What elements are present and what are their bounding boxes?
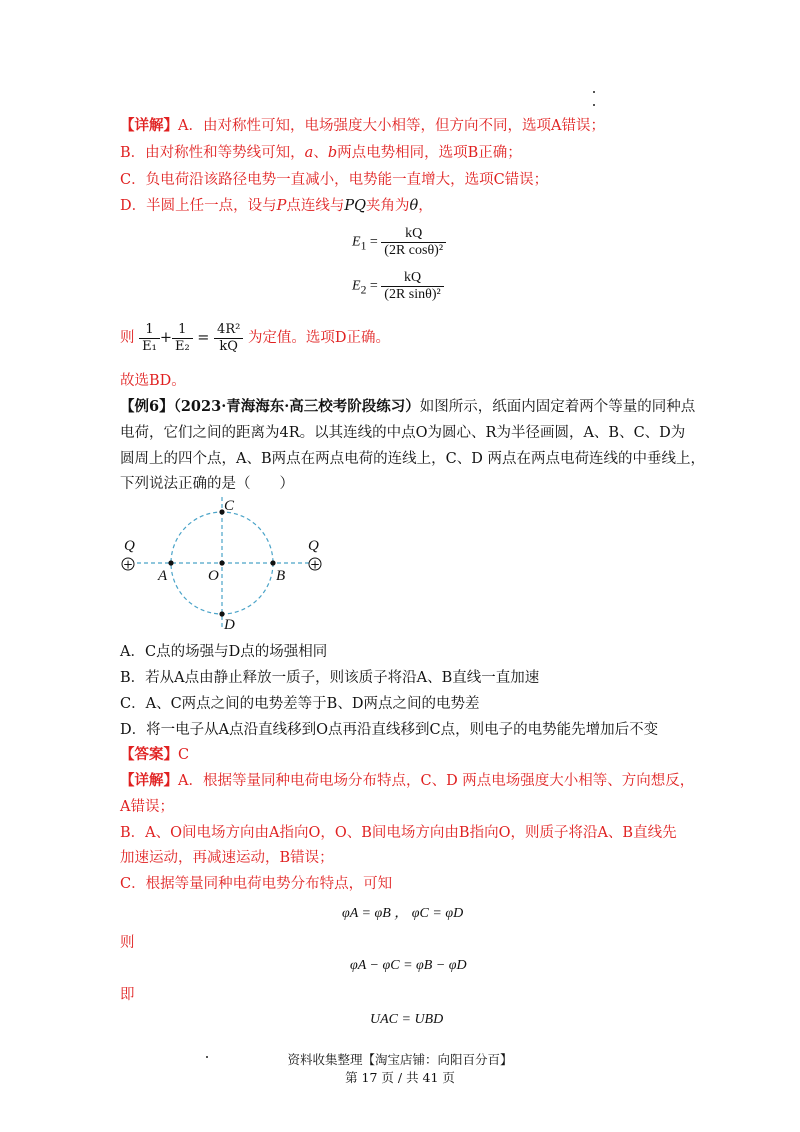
equation-e1: $E_1$ = $\frac{kQ}{\text{(2R cosθ)²}}$: [352, 226, 446, 259]
detail1-d-pre: D．半圆上任一点，设与: [120, 198, 277, 214]
detail1-conclusion: 故选BD。: [120, 373, 186, 389]
point-b-dot: [270, 560, 275, 565]
detail1-d-mid2: 夹角为: [366, 198, 410, 214]
point-o-dot: [219, 560, 224, 565]
eq2-numerator: kQ: [381, 270, 443, 287]
detail2-ji: 即: [120, 987, 135, 1003]
label-d: D: [224, 617, 235, 632]
detail1-d-mid: 点连线与: [286, 198, 345, 214]
speck-3: [206, 1056, 208, 1058]
equation-phi2: φA − φC = φB − φD: [350, 958, 467, 973]
detail1-line-b: [120, 143, 522, 163]
sum-frac-1-den: E₁: [142, 338, 157, 354]
eq1-lhs: E: [352, 234, 361, 250]
eq2-lhs: E: [352, 278, 361, 294]
right-charge-plus: +: [309, 557, 321, 572]
eq1-sub: 1: [360, 239, 367, 253]
label-c: C: [224, 498, 235, 514]
detail-label: 【详解】: [120, 117, 178, 134]
option-a: A．C点的场强与D点的场强相同: [120, 644, 328, 660]
detail1-d-end: ，: [418, 198, 433, 214]
detail1-d-theta: θ: [409, 198, 419, 214]
speck-2: [593, 104, 595, 106]
detail2-then: 则: [120, 935, 135, 951]
label-b: B: [276, 568, 286, 584]
eq1-numerator: kQ: [381, 226, 446, 243]
sum-frac-result-num: 4R²: [214, 322, 243, 339]
eq1-denominator: (2R cosθ)²: [384, 243, 444, 258]
point-a-dot: [168, 560, 173, 565]
label-o: O: [208, 568, 219, 584]
detail1-sum-line: 则 $\frac{1}{\text{E₁}}$ + $\frac{1}{\text{E₂}}$ = $\frac{\text{4R²}}{kQ}$ 为定值。选项D正确。: [120, 321, 391, 354]
example6-line4: 下列说法正确的是（ ）: [120, 476, 294, 492]
charge-circle-figure: [110, 492, 330, 632]
then-label: 则: [120, 330, 135, 346]
option-b: B．若从A点由静止释放一质子，则该质子将沿A、B直线一直加速: [120, 670, 540, 686]
label-q-right: Q: [308, 538, 319, 554]
detail2-label: 【详解】: [120, 772, 178, 789]
answer-value: C: [178, 747, 190, 763]
left-charge-plus: +: [122, 557, 134, 572]
detail1-b-post: 两点电势相同，选项B正确；: [337, 145, 522, 161]
footer-shop: 资料收集整理【淘宝店铺：向阳百分百】: [287, 1052, 513, 1067]
option-d: D．将一电子从A点沿直线移到O点再沿直线移到C点，则电子的电势能先增加后不变: [120, 722, 659, 738]
eq2-sub: 2: [360, 283, 367, 297]
answer-label: 【答案】: [120, 746, 178, 763]
example6-line1: [120, 397, 695, 417]
example6-label: 【例6】: [120, 398, 174, 415]
detail1-b-pre: B．由对称性和等势线可知，: [120, 145, 305, 161]
sum-frac-1: [139, 322, 160, 355]
detail2-line-b1: B．A、O间电场方向由A指向O，O、B间电场方向由B指向O，则质子将沿A、B直线先: [120, 825, 677, 841]
label-a: A: [158, 568, 168, 584]
answer-line: [120, 745, 189, 765]
detail2-line-a2: A错误；: [120, 799, 174, 815]
detail2-line-a1: [120, 771, 694, 791]
sum-tail: 为定值。选项D正确。: [247, 330, 391, 346]
sum-frac-1-num: 1: [139, 322, 160, 339]
detail1-line-d: [120, 196, 433, 216]
footer-page-number: 第 17 页 / 共 41 页: [345, 1070, 455, 1085]
detail1-line-c: C．负电荷沿该路径电势一直减小，电势能一直增大，选项C错误；: [120, 172, 549, 188]
detail1-d-pq: PQ: [344, 198, 367, 214]
equation-phi1: φA = φB ， φC = φD: [342, 906, 464, 921]
detail2-line-b2: 加速运动，再减速运动，B错误；: [120, 850, 334, 866]
detail2-line-c1: C．根据等量同种电荷电势分布特点，可知: [120, 876, 393, 892]
speck-1: [593, 91, 595, 93]
sum-frac-2: [172, 322, 193, 355]
eq2-denominator: (2R sinθ)²: [384, 287, 441, 302]
point-d-dot: [219, 611, 224, 616]
sum-frac-result-den: kQ: [219, 338, 238, 354]
label-q-left: Q: [124, 538, 135, 554]
eq1-fraction: [381, 226, 446, 259]
detail1-b-b: b: [327, 145, 338, 161]
option-c: C．A、C两点之间的电势差等于B、D两点之间的电势差: [120, 696, 480, 712]
eq2-fraction: [381, 270, 443, 303]
example6-text1: 如图所示，纸面内固定着两个等量的同种点: [419, 399, 696, 415]
detail1-line-a: [120, 116, 605, 136]
sum-frac-result: [214, 322, 243, 355]
example6-line2: 电荷，它们之间的距离为4R。以其连线的中点O为圆心、R为半径画圆，A、B、C、D为: [120, 425, 686, 441]
detail1-d-p: P: [276, 198, 287, 214]
equation-u: UAC = UBD: [370, 1012, 444, 1027]
example6-source: （2023·青海海东·高三校考阶段练习）: [173, 398, 420, 415]
detail2-a1: A．根据等量同种电荷电场分布特点，C、D 两点电场强度大小相等、方向想反，: [178, 773, 695, 789]
detail1-option-a: A．由对称性可知，电场强度大小相等，但方向不同，选项A错误；: [178, 118, 605, 134]
example6-line3: 圆周上的四个点，A、B两点在两点电荷的连线上，C、D 两点在两点电荷连线的中垂线上，: [120, 451, 705, 467]
sum-frac-2-num: 1: [172, 322, 193, 339]
detail1-b-a: a: [304, 145, 314, 161]
equation-e2: $E_2$ = $\frac{kQ}{\text{(2R sinθ)²}}$: [352, 270, 444, 303]
sum-frac-2-den: E₂: [174, 338, 190, 354]
detail1-b-sep: 、: [313, 145, 328, 161]
